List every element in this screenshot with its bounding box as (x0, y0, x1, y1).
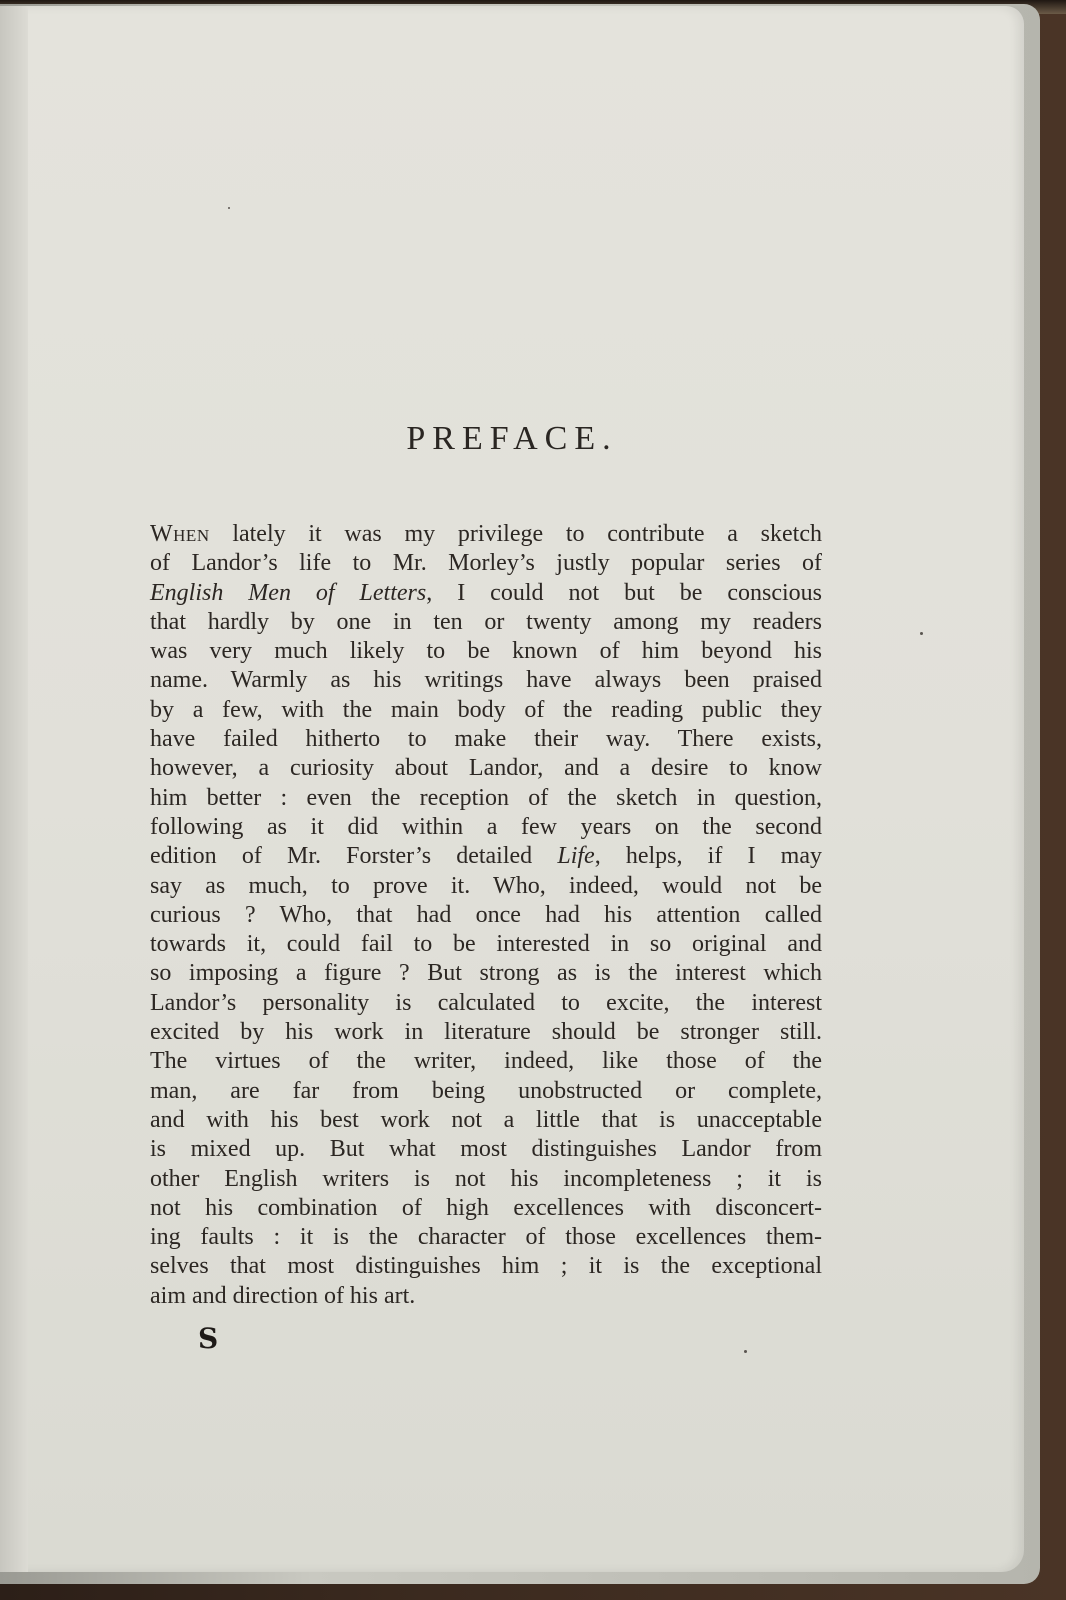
text-line: that hardly by one in ten or twenty among my readers (150, 608, 822, 635)
text-line: other English writers is not his incompleteness ; it is (150, 1165, 822, 1192)
text-line: however, a curiosity about Landor, and a desire to know (150, 755, 822, 782)
text-line: Landor’s personality is calculated to excite, the interest (150, 989, 822, 1016)
text-line: towards it, could fail to be interested in so original and (150, 931, 822, 958)
text-line: so imposing a figure ? But strong as is the interest which (150, 960, 822, 987)
text-line: have failed hitherto to make their way. There exists, (150, 726, 822, 753)
book-title: Life (557, 843, 595, 870)
text-line: him better : even the reception of the sketch in question, (150, 784, 822, 811)
text-line: say as much, to prove it. Who, indeed, would not be (150, 872, 822, 899)
text-line: of Landor’s life to Mr. Morley’s justly popular series of (150, 550, 822, 577)
preface-paragraph (150, 520, 822, 1311)
text-line: selves that most distinguishes him ; it is the exceptional (150, 1253, 822, 1280)
text-line: English Men of Letters, I could not but be conscious (150, 579, 822, 606)
paper-speck (920, 632, 923, 635)
text-line: following as it did within a few years on the second (150, 813, 822, 840)
text-line: When lately it was my privilege to contribute a sketch (150, 521, 822, 547)
paper-speck (228, 207, 230, 209)
page-title: PREFACE. (406, 420, 618, 457)
text-line: man, are far from being unobstructed or complete, (150, 1077, 822, 1104)
text-line: The virtues of the writer, indeed, like those of the (150, 1048, 822, 1075)
page-gutter (0, 6, 28, 1572)
text-line: name. Warmly as his writings have always been praised (150, 667, 822, 694)
text-line: not his combination of high excellences with disconcert- (150, 1194, 822, 1221)
text-line: is mixed up. But what most distinguishes Landor from (150, 1136, 822, 1163)
text-line: aim and direction of his art. (150, 1282, 416, 1309)
signature-mark: S (198, 1322, 219, 1355)
paper-speck (744, 1350, 747, 1353)
text-line: by a few, with the main body of the reading public they (150, 696, 822, 723)
book-series-title: English Men of Letters (150, 579, 427, 606)
text-line: and with his best work not a little that is unacceptable (150, 1106, 822, 1133)
text-line: was very much likely to be known of him beyond his (150, 638, 822, 665)
text-line: edition of Mr. Forster’s detailed Life, helps, if I may (150, 843, 822, 870)
text-line: ing faults : it is the character of those excellences them- (150, 1224, 822, 1251)
opening-word: When (150, 521, 210, 547)
text-line: excited by his work in literature should be stronger still. (150, 1019, 822, 1046)
text-line: curious ? Who, that had once had his attention called (150, 901, 822, 928)
